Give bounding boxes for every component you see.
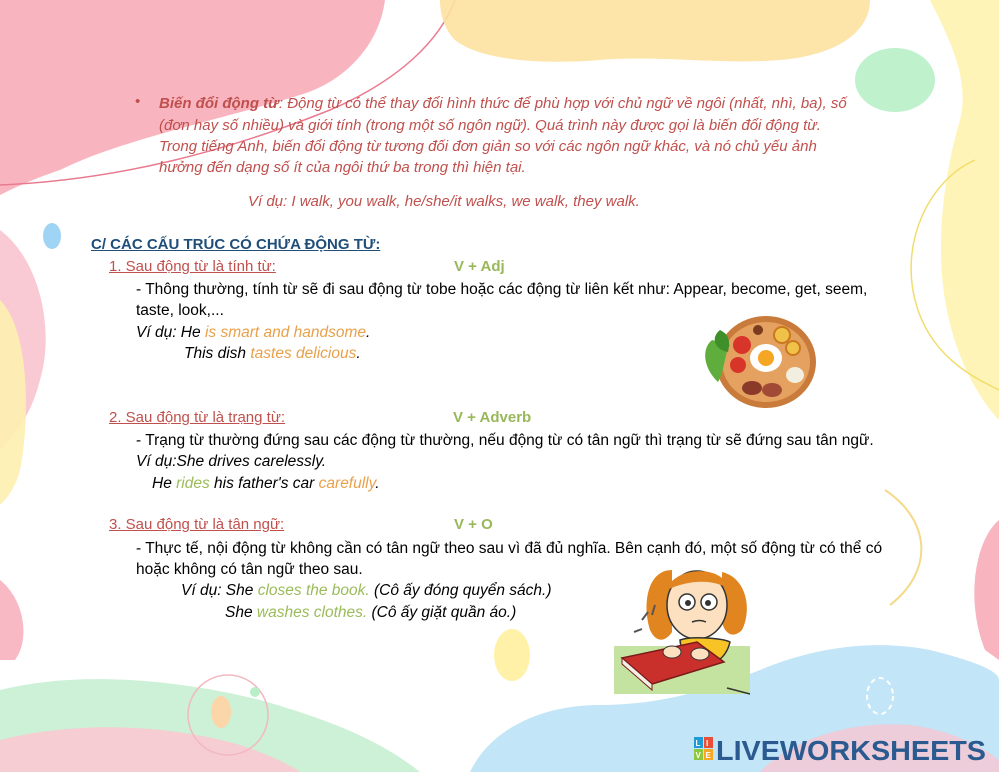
yellow-oval (494, 629, 530, 681)
s3-ex1-translation: (Cô ấy đóng quyển sách.) (369, 582, 552, 599)
girl-closing-book-illustration (612, 560, 762, 698)
section-3-title: 3. Sau động từ là tân ngữ: (109, 516, 285, 533)
s1-ex1-suffix: . (366, 324, 371, 341)
s1-ex2-highlight: tastes delicious (250, 345, 357, 362)
bullet-line-4: hưởng đến dạng số ít của ngôi thứ ba trong thì hiện tại. (159, 159, 526, 176)
s1-ex2-prefix: This dish (184, 345, 251, 362)
svg-text:I: I (706, 739, 709, 748)
s3-ex2-translation: (Cô ấy giặt quần áo.) (367, 604, 517, 621)
section-3-example-2 (225, 602, 516, 623)
yellow-blob-right (930, 0, 999, 420)
bullet-line-1 (159, 93, 847, 115)
section-3-formula: V + O (454, 516, 493, 533)
green-dot (250, 687, 260, 697)
section-3-example-1 (181, 580, 552, 601)
green-blob-top-right (855, 48, 935, 112)
bullet-line-3: Trong tiếng Anh, biến đổi động từ tương đối đơn giản so với các ngôn ngữ khác, và nó chủ yếu ảnh (159, 138, 817, 155)
blue-dot (43, 223, 61, 249)
bullet-example: Ví dụ: I walk, you walk, he/she/it walks, we walk, they walk. (248, 193, 640, 210)
s2-ex2-a: He (152, 475, 177, 492)
s3-ex2-a: She (225, 604, 257, 621)
section-2-example-1: Ví dụ:She drives carelessly. (136, 453, 327, 470)
section-1-title: 1. Sau động từ là tính từ: (109, 258, 276, 275)
svg-text:E: E (705, 751, 711, 760)
bullet-marker: • (135, 93, 141, 110)
section-1-example-1 (136, 322, 370, 343)
svg-text:V: V (695, 751, 701, 760)
s3-ex1-a: Ví dụ: She (181, 582, 258, 599)
section-1-desc-1: - Thông thường, tính từ sẽ đi sau động từ tobe hoặc các động từ liên kết như: Appear, become, get, seem, (136, 281, 868, 298)
section-c-heading: C/ CÁC CẤU TRÚC CÓ CHỨA ĐỘNG TỪ: (91, 236, 381, 253)
pink-blob-left-low (0, 580, 23, 660)
s2-ex2-adverb: carefully (318, 475, 376, 492)
liveworksheets-logo-mark (692, 731, 992, 767)
svg-text:L: L (695, 739, 701, 748)
bullet-line-2: (đơn hay số nhiều) và giới tính (trong một số ngôn ngữ). Quá trình này được gọi là biến đổi động từ. (159, 117, 821, 134)
section-2-desc-1: - Trạng từ thường đứng sau các động từ thường, nếu động từ có tân ngữ thì trạng từ sẽ đứng sau tân ngữ. (136, 432, 874, 449)
section-2-example-2 (152, 473, 380, 494)
s3-ex2-highlight: washes clothes. (256, 604, 368, 621)
section-1-formula: V + Adj (454, 258, 505, 275)
pink-blob-right-low (974, 520, 999, 660)
section-3-desc-2: hoặc không có tân ngữ theo sau. (136, 561, 363, 578)
liveworksheets-logo-text: LIVEWORKSHEETS (716, 735, 986, 766)
s1-ex1-prefix: Ví dụ: He (136, 324, 205, 341)
s1-ex1-highlight: is smart and handsome (204, 324, 367, 341)
s2-ex2-e: . (375, 475, 380, 492)
peach-oval (211, 696, 231, 728)
yellow-arc-right (885, 490, 921, 605)
liveworksheets-logo[interactable] (692, 731, 992, 767)
s2-ex2-verb: rides (176, 475, 210, 492)
food-plate-illustration (700, 310, 820, 415)
bullet-term: Biến đổi động từ (159, 95, 279, 112)
s3-ex1-highlight: closes the book. (257, 582, 370, 599)
s1-ex2-suffix: . (356, 345, 361, 362)
section-1-example-2 (184, 343, 361, 364)
section-1-desc-2: taste, look,... (136, 302, 224, 319)
yellow-blob-top (440, 0, 870, 62)
section-2-formula: V + Adverb (453, 409, 532, 426)
section-2-title: 2. Sau động từ là trạng từ: (109, 409, 286, 426)
s2-ex2-c: his father's car (209, 475, 319, 492)
section-3-desc-1: - Thực tế, nội động từ không cần có tân ngữ theo sau vì đã đủ nghĩa. Bên cạnh đó, một số động từ có thể có (136, 540, 883, 557)
bullet-line-1-rest: : Động từ có thể thay đổi hình thức để phù hợp với chủ ngữ về ngôi (nhất, nhì, ba), số (278, 95, 847, 112)
